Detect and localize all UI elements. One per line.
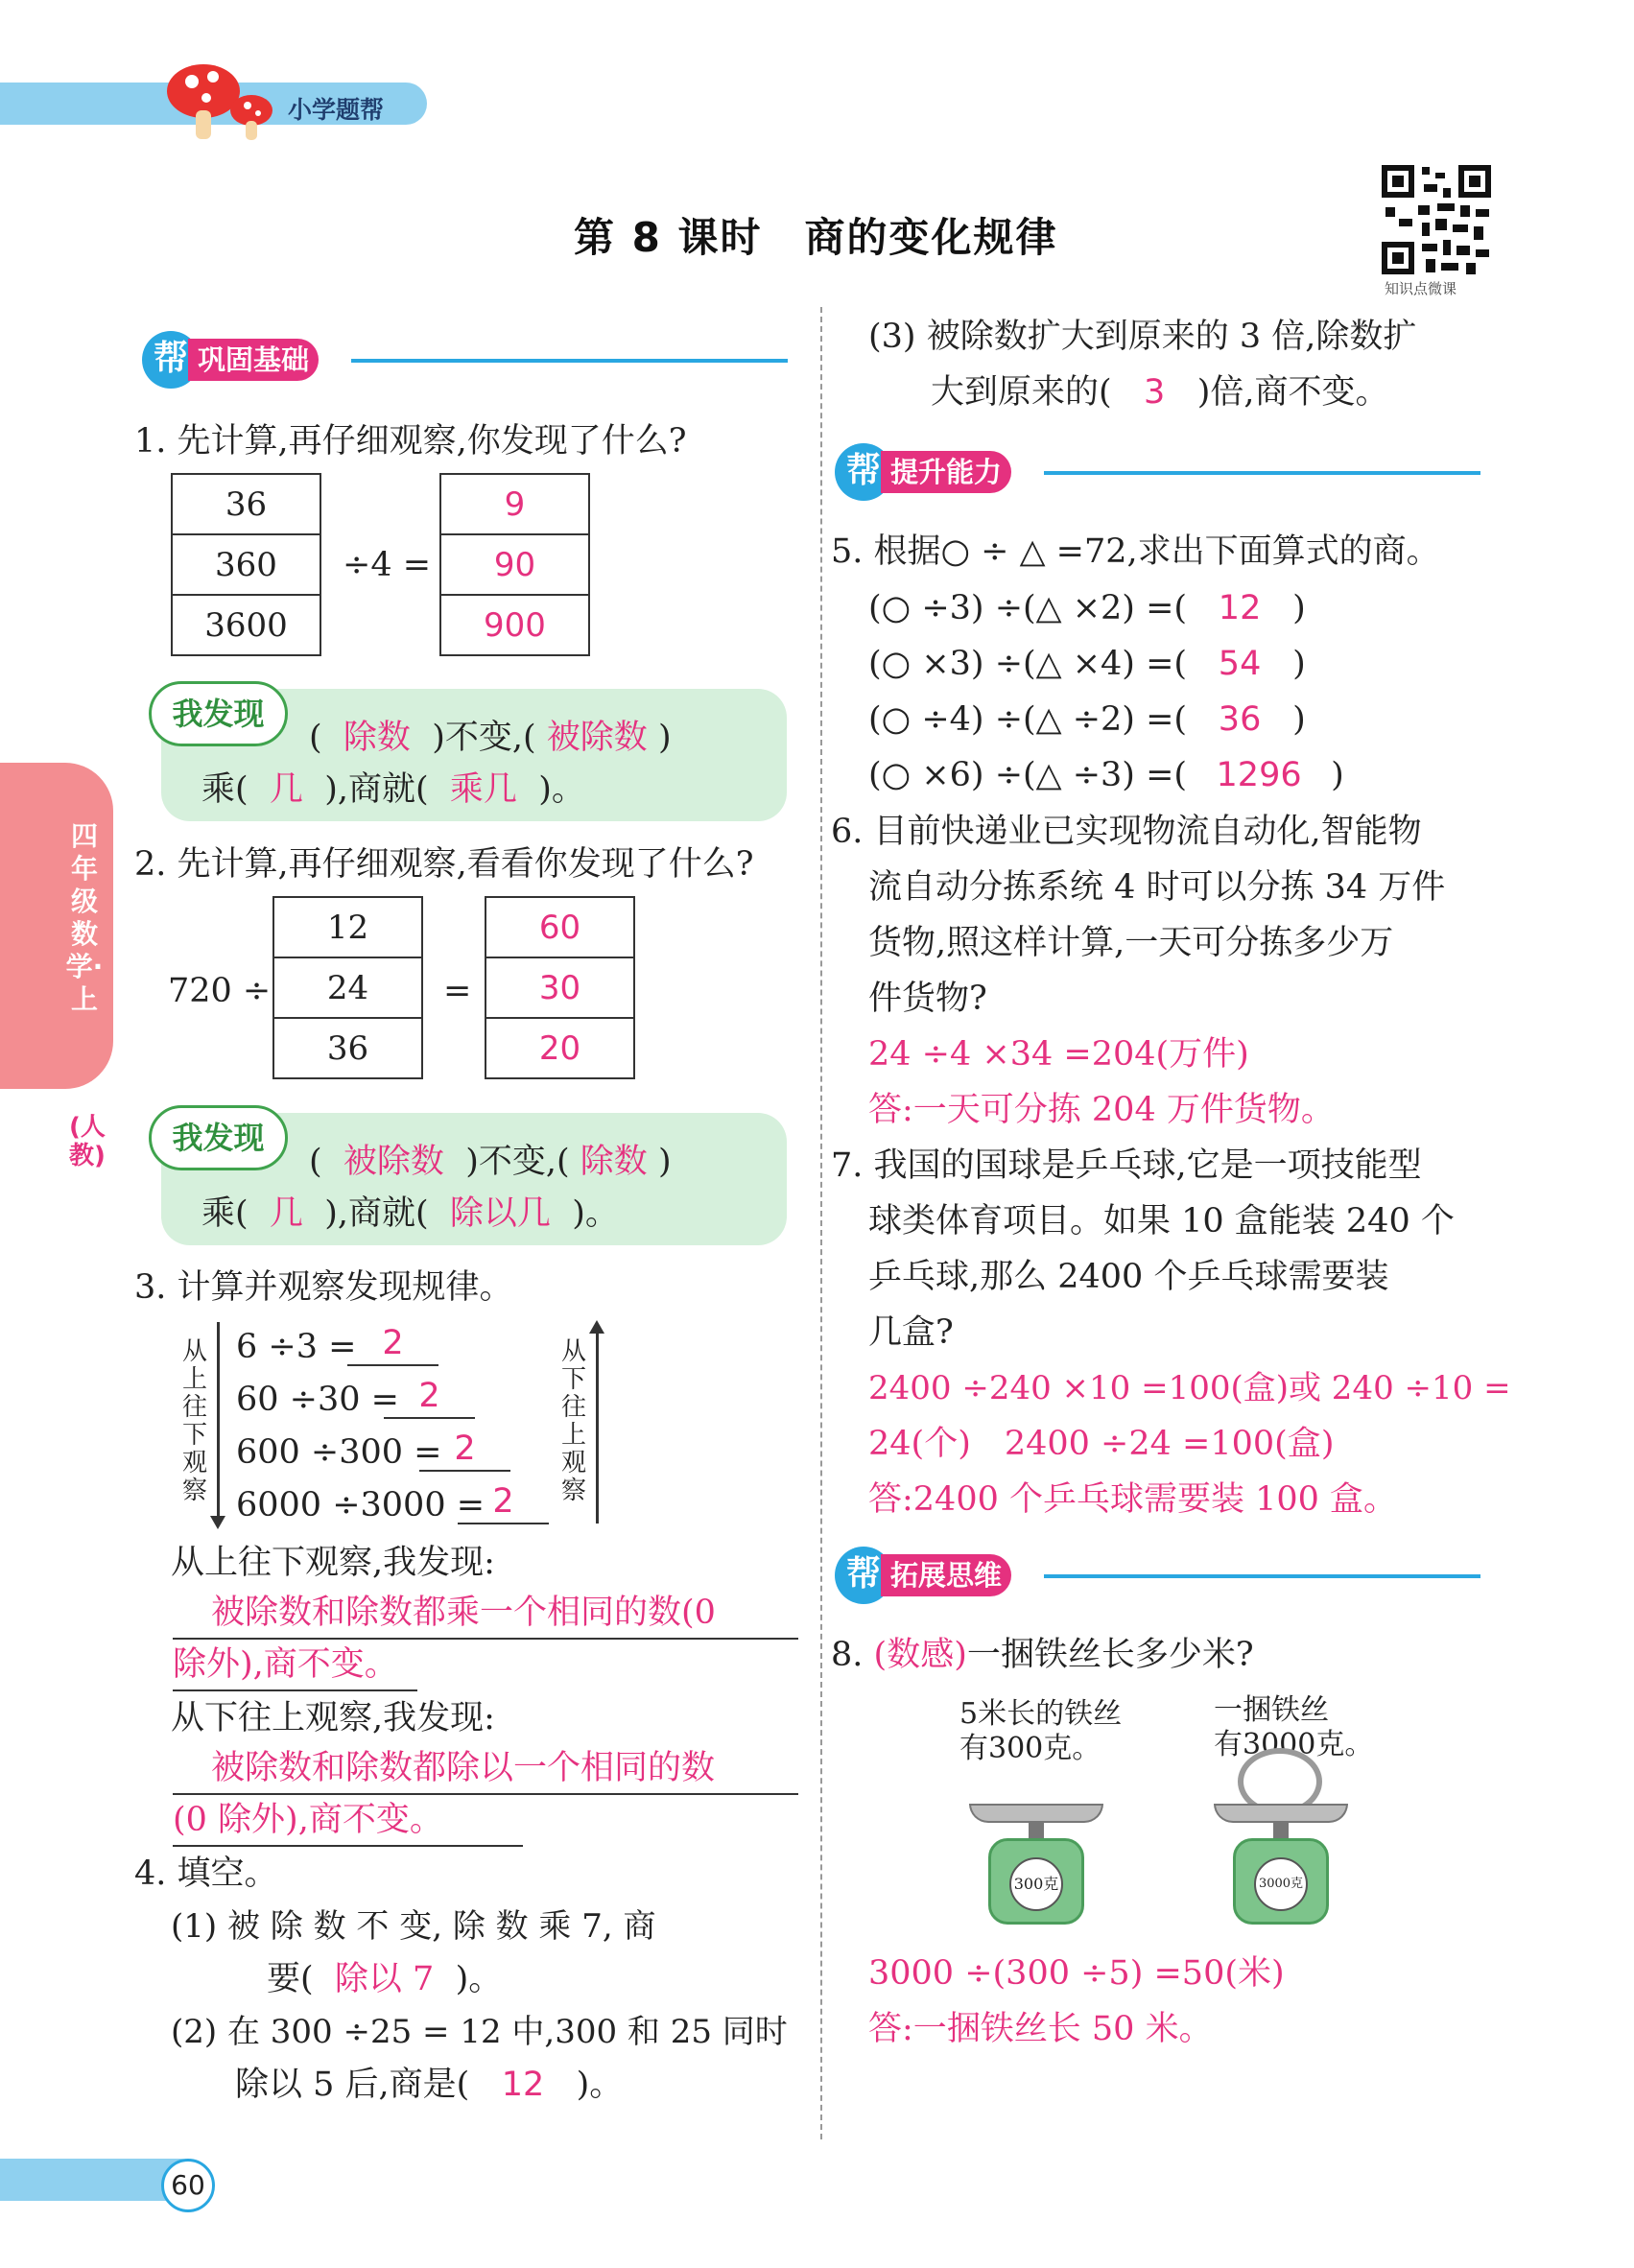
q4-s2-line2: 除以 5 后,商是( 12 )。 [235, 2066, 624, 2104]
section-extend-header [835, 1547, 1482, 1604]
q3-up-answer-2: (0 除外),商不变。 [173, 1804, 523, 1847]
q8-left-caption-2: 有300克。 [959, 1732, 1101, 1765]
q1-result: 90 [440, 534, 589, 595]
q4-fill: 12 [501, 2066, 545, 2104]
q1-stem: 1. 先计算,再仔细观察,你发现了什么? [134, 422, 687, 461]
q2-result: 20 [485, 1018, 634, 1078]
q7-calc-2: 24(个) 2400 ÷24 =100(盒) [868, 1425, 1335, 1463]
q3-row: 6000 ÷3000 = [236, 1486, 485, 1524]
q1-fill: 乘几 [449, 770, 517, 809]
section-basic-badge: 帮 [142, 331, 200, 389]
q2-divisor: 36 [273, 1018, 422, 1078]
q3-down-label: 从上往下观察,我发现: [171, 1544, 495, 1582]
section-extend-label: 拓展思维 [881, 1554, 1011, 1596]
q3-down-answer-2: 除外),商不变。 [173, 1648, 417, 1691]
q6-line: 件货物? [868, 980, 987, 1018]
q6-line: 6. 目前快递业已实现物流自动化,智能物 [831, 813, 1422, 851]
q5-answer: 36 [1218, 700, 1262, 739]
q8-answer: 答:一捆铁丝长 50 米。 [868, 2010, 1213, 2048]
q4-fill: 除以 7 [334, 1960, 435, 1998]
q3-row: 6 ÷3 = [236, 1328, 357, 1366]
q3-up-answer-1: 被除数和除数都除以一个相同的数 [173, 1752, 798, 1795]
q2-result: 60 [485, 897, 634, 957]
q8-stem: 8. (数感)一捆铁丝长多少米? [831, 1636, 1254, 1674]
q1-discover-tag: 我发现 [149, 681, 288, 746]
q2-result: 30 [485, 957, 634, 1018]
qr-code-icon[interactable] [1380, 163, 1493, 276]
q5-answer: 54 [1218, 645, 1262, 683]
q6-answer: 答:一天可分拣 204 万件货物。 [868, 1091, 1335, 1129]
q2-result-table [485, 896, 635, 1079]
q2-stem: 2. 先计算,再仔细观察,看看你发现了什么? [134, 845, 754, 884]
q1-dividend: 3600 [172, 595, 320, 655]
q4-s3-line2: 大到原来的( 3 )倍,商不变。 [931, 373, 1389, 412]
section-extend-line [1044, 1574, 1480, 1578]
q1-fill: 几 [269, 770, 303, 809]
q6-line: 货物,照这样计算,一天可分拣多少万 [868, 924, 1394, 962]
q2-divisor: 24 [273, 957, 422, 1018]
arrow-up-icon [589, 1320, 604, 1334]
mushroom-icon [163, 58, 278, 144]
q8-tag: (数感) [873, 1636, 967, 1674]
q7-line: 7. 我国的国球是乒乓球,它是一项技能型 [831, 1146, 1422, 1185]
q4-stem: 4. 填空。 [134, 1855, 278, 1893]
section-extend-badge: 帮 [835, 1547, 892, 1604]
side-tab-grade: 四年级数学·上 [65, 820, 104, 1015]
q8-right-caption-2: 有3000克。 [1214, 1728, 1374, 1761]
q2-fill: 几 [269, 1194, 303, 1233]
q6-calc: 24 ÷4 ×34 =204(万件) [868, 1035, 1249, 1074]
q4-s1-line1: (1) 被 除 数 不 变, 除 数 乘 7, 商 [171, 1907, 656, 1946]
section-improve-line [1044, 471, 1480, 475]
q5-answer: 12 [1218, 589, 1262, 627]
q3-answer: 2 [458, 1485, 549, 1524]
brand-label: 小学题帮 [288, 96, 385, 124]
q1-discover-line1: ( 除数 )不变,( 被除数 ) [309, 719, 672, 757]
section-improve-label: 提升能力 [881, 451, 1011, 493]
q5-stem: 5. 根据○ ÷ △ =72,求出下面算式的商。 [831, 532, 1440, 571]
scale-dial-right: 3000克 [1254, 1857, 1308, 1911]
q2-fill: 除数 [580, 1143, 648, 1181]
q3-stem: 3. 计算并观察发现规律。 [134, 1268, 513, 1307]
q3-row: 600 ÷300 = [236, 1433, 442, 1472]
q1-dividend: 360 [172, 534, 320, 595]
section-improve-badge: 帮 [835, 443, 892, 501]
q3-right-arrow [596, 1332, 599, 1524]
page-title: 第 8 课时 商的变化规律 [574, 214, 1058, 261]
q8-left-caption-1: 5米长的铁丝 [959, 1697, 1123, 1731]
q1-dividend-table [171, 473, 321, 656]
section-improve-header [835, 443, 1482, 501]
q2-discover-line2: 乘( 几 ),商就( 除以几 )。 [201, 1194, 619, 1233]
q5-row: (○ ×3) ÷(△ ×4) =( 54 ) [868, 645, 1306, 683]
q7-line: 乒乓球,那么 2400 个乒乓球需要装 [868, 1258, 1389, 1296]
q5-row: (○ ÷4) ÷(△ ÷2) =( 36 ) [868, 700, 1306, 739]
q4-s2-line1: (2) 在 300 ÷25 = 12 中,300 和 25 同时 [171, 2013, 788, 2051]
q1-result-table [439, 473, 590, 656]
q1-result: 900 [440, 595, 589, 655]
section-basic-label: 巩固基础 [188, 339, 319, 381]
q7-line: 球类体育项目。如果 10 盒能装 240 个 [868, 1202, 1455, 1240]
scale-tray-icon [969, 1804, 1103, 1823]
arrow-down-icon [210, 1516, 225, 1529]
q2-equals: = [443, 972, 472, 1010]
q2-fill: 被除数 [343, 1143, 444, 1181]
q8-right-caption-1: 一捆铁丝 [1214, 1693, 1329, 1727]
q1-dividend: 36 [172, 474, 320, 534]
q8-calc: 3000 ÷(300 ÷5) =50(米) [868, 1954, 1285, 1993]
section-basic-line [351, 359, 788, 363]
q4-s3-line1: (3) 被除数扩大到原来的 3 倍,除数扩 [868, 318, 1417, 356]
q2-fill: 除以几 [449, 1194, 551, 1233]
q4-fill: 3 [1144, 373, 1166, 412]
scale-tray-icon [1214, 1804, 1348, 1823]
q4-s1-line2: 要( 除以 7 )。 [267, 1960, 503, 1998]
q2-discover-tag: 我发现 [149, 1105, 288, 1170]
q2-discover-line1: ( 被除数 )不变,( 除数 ) [309, 1143, 672, 1181]
page-number: 60 [161, 2159, 215, 2212]
q3-left-label: 从上往下观察 [182, 1337, 208, 1505]
scale-dial-left: 300克 [1009, 1857, 1063, 1911]
qr-caption: 知识点微课 [1385, 280, 1457, 297]
side-tab-edition: (人教) [69, 1113, 106, 1170]
q1-discover-line2: 乘( 几 ),商就( 乘几 )。 [201, 770, 585, 809]
q5-row: (○ ×6) ÷(△ ÷3) =( 1296 ) [868, 756, 1344, 794]
q7-line: 几盒? [868, 1313, 954, 1352]
section-basic-header [142, 331, 785, 389]
q3-up-label: 从下往上观察,我发现: [171, 1699, 495, 1737]
q7-answer: 答:2400 个乒乓球需要装 100 盒。 [868, 1480, 1398, 1519]
scale-neck [1029, 1821, 1044, 1840]
q1-fill: 被除数 [546, 719, 648, 757]
q3-answer: 2 [347, 1327, 438, 1366]
q3-answer: 2 [384, 1380, 475, 1419]
q5-answer: 1296 [1216, 756, 1302, 794]
q3-answer: 2 [419, 1432, 510, 1472]
q3-left-arrow [217, 1322, 220, 1524]
q2-divisor: 12 [273, 897, 422, 957]
q1-operator: ÷4 = [343, 546, 432, 584]
q3-down-answer-1: 被除数和除数都乘一个相同的数(0 [173, 1596, 798, 1640]
q2-dividend: 720 ÷ [168, 972, 272, 1010]
q7-calc-1: 2400 ÷240 ×10 =100(盒)或 240 ÷10 = [868, 1369, 1511, 1407]
q6-line: 流自动分拣系统 4 时可以分拣 34 万件 [868, 868, 1446, 907]
q3-row: 60 ÷30 = [236, 1381, 399, 1419]
q3-right-label: 从下往上观察 [561, 1337, 587, 1505]
q2-divisor-table [272, 896, 423, 1079]
scale-neck [1273, 1821, 1289, 1840]
column-divider [820, 307, 822, 2139]
q1-fill: 除数 [343, 719, 411, 757]
q1-result: 9 [440, 474, 589, 534]
q5-row: (○ ÷3) ÷(△ ×2) =( 12 ) [868, 589, 1306, 627]
